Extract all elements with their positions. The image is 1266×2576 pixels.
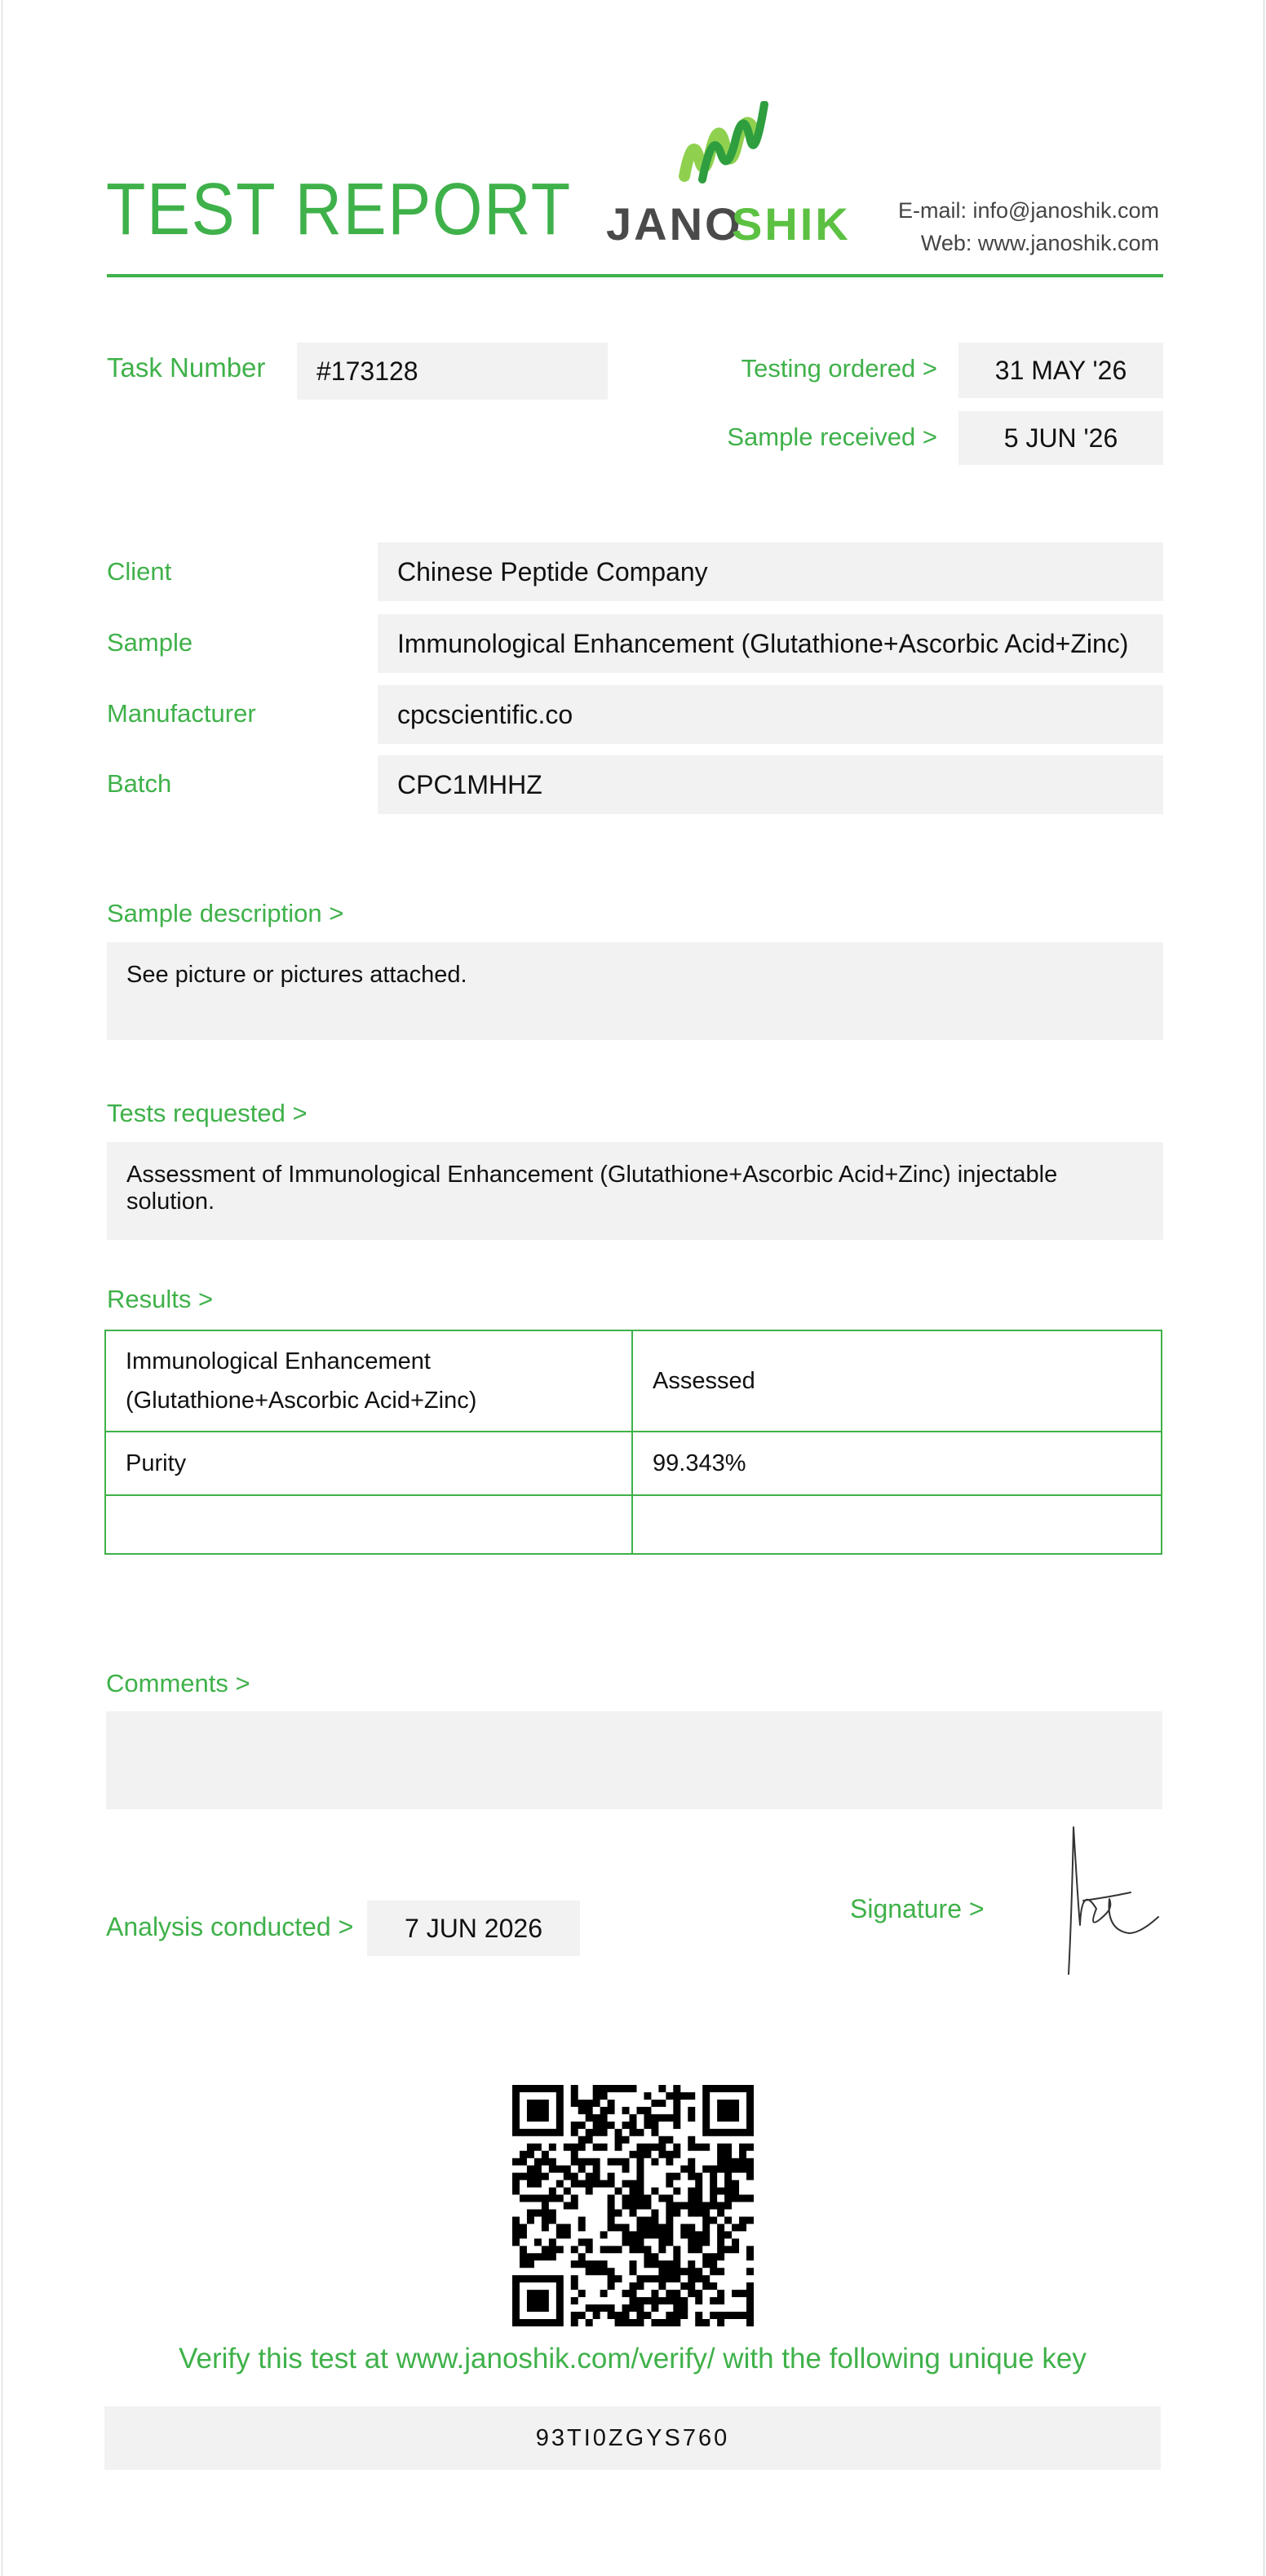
verify-text: Verify this test at www.janoshik.com/verify/ with the following unique key (179, 2343, 1087, 2375)
results-table (104, 1330, 1162, 1555)
sample-value: Immunological Enhancement (Glutathione+Ascorbic Acid+Zinc) (378, 614, 1163, 673)
result-value-cell: 99.343% (632, 1432, 1162, 1495)
comments-value (106, 1711, 1162, 1809)
result-name-cell (105, 1495, 632, 1554)
sample-received-value: 5 JUN '26 (958, 411, 1163, 465)
janoshik-logo (604, 101, 865, 248)
table-row (105, 1495, 1162, 1554)
contact-web: Web: www.janoshik.com (920, 231, 1159, 255)
manufacturer-label: Manufacturer (107, 699, 256, 728)
report-title: TEST REPORT (106, 169, 572, 250)
contact-email: E-mail: info@janoshik.com (897, 198, 1159, 223)
task-number-value: #173128 (297, 343, 608, 400)
unique-key: 93TI0ZGYS760 (104, 2406, 1161, 2470)
header-divider (107, 274, 1163, 277)
table-row (105, 1330, 1162, 1432)
result-value-cell (632, 1495, 1162, 1554)
sample-label: Sample (107, 628, 193, 657)
result-name-line2: (Glutathione+Ascorbic Acid+Zinc) (126, 1388, 477, 1414)
manufacturer-value: cpcscientific.co (378, 685, 1163, 744)
comments-label: Comments > (106, 1669, 250, 1697)
table-row (105, 1432, 1162, 1495)
signature-icon (1051, 1819, 1165, 1982)
testing-ordered-value: 31 MAY '26 (958, 343, 1163, 398)
contact-info (898, 194, 1159, 259)
sample-description-label: Sample description > (107, 899, 344, 927)
sample-description-value: See picture or pictures attached. (107, 942, 1163, 1040)
logo-text-shik: SHIK (732, 198, 851, 248)
tests-requested-label: Tests requested > (107, 1099, 308, 1127)
signature-label: Signature > (850, 1894, 985, 1923)
result-name-cell (105, 1330, 632, 1432)
client-value: Chinese Peptide Company (378, 542, 1163, 601)
batch-label: Batch (107, 769, 172, 798)
task-number-label: Task Number (107, 352, 266, 383)
result-value-cell: Assessed (632, 1330, 1162, 1432)
result-name-cell: Purity (105, 1432, 632, 1495)
analysis-conducted-label: Analysis conducted > (106, 1912, 354, 1941)
tests-requested-value: Assessment of Immunological Enhancement (Glutathione+Ascorbic Acid+Zinc) injectable solution. (107, 1142, 1163, 1240)
sample-received-label: Sample received > (727, 423, 937, 451)
result-name-line1: Immunological Enhancement (126, 1348, 431, 1374)
logo-text-jano: JANO (606, 198, 743, 248)
qr-code-icon (512, 2085, 754, 2326)
batch-value: CPC1MHHZ (378, 755, 1163, 814)
client-label: Client (107, 557, 172, 586)
analysis-conducted-value: 7 JUN 2026 (367, 1901, 580, 1956)
testing-ordered-label: Testing ordered > (741, 354, 937, 383)
results-label: Results > (107, 1285, 214, 1313)
